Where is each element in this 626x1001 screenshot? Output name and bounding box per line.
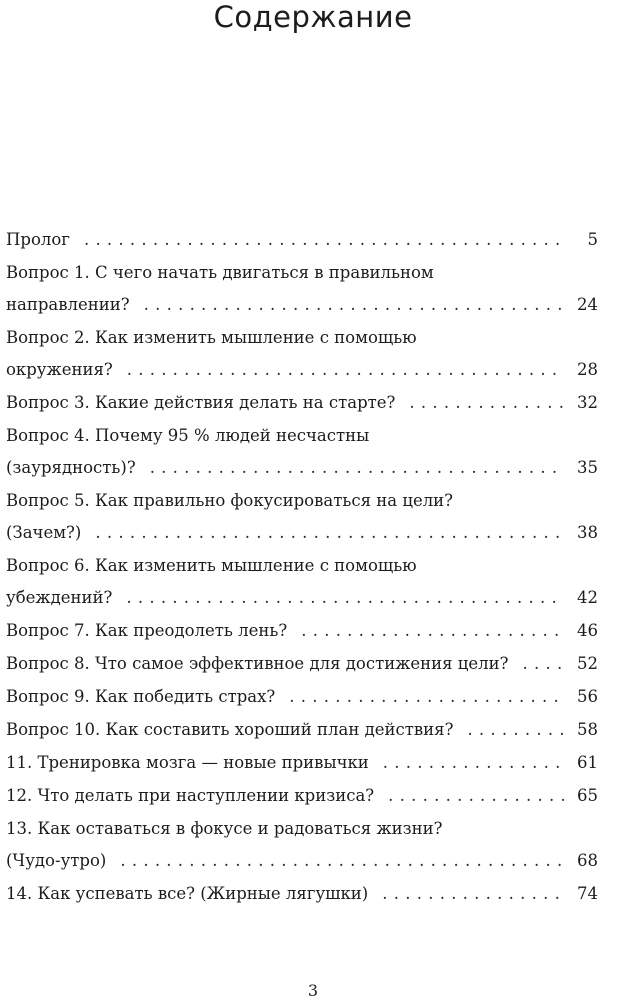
toc-entry-row xyxy=(6,648,598,680)
toc-entry-page: 38 xyxy=(577,523,598,542)
dot-leader xyxy=(289,681,564,713)
toc-entry xyxy=(6,714,598,746)
toc-entry-title-line: Вопрос 1. С чего начать двигаться в правильном xyxy=(6,263,434,282)
dot-leader xyxy=(409,387,564,419)
toc-entry-page: 58 xyxy=(577,720,598,739)
toc-entry xyxy=(6,420,598,484)
dot-leader xyxy=(382,878,564,910)
toc-entry-row xyxy=(6,224,598,256)
toc-entry-title-line: Пролог xyxy=(6,230,70,249)
toc-entry-title-line: Вопрос 9. Как победить страх? xyxy=(6,687,276,706)
toc-entry xyxy=(6,681,598,713)
toc-entry-row xyxy=(6,845,598,877)
toc-entry-title-line: 14. Как успевать все? (Жирные лягушки) xyxy=(6,884,369,903)
toc-entry xyxy=(6,387,598,419)
toc-entry-row xyxy=(6,354,598,386)
toc-entry-row xyxy=(6,582,598,614)
dot-leader xyxy=(523,648,565,680)
toc-entry-page: 68 xyxy=(577,851,598,870)
toc-entry-title-line: Вопрос 2. Как изменить мышление с помощью xyxy=(6,328,417,347)
dot-leader xyxy=(301,615,564,647)
toc-entry-row xyxy=(6,387,598,419)
toc-entry xyxy=(6,747,598,779)
dot-leader xyxy=(127,354,564,386)
toc-entry xyxy=(6,485,598,549)
toc-entry-title-line: Вопрос 7. Как преодолеть лень? xyxy=(6,621,288,640)
toc-entry-page: 28 xyxy=(577,360,598,379)
dot-leader xyxy=(383,747,564,779)
dot-leader xyxy=(95,517,564,549)
toc-entry-title-line: Вопрос 3. Какие действия делать на старте? xyxy=(6,393,396,412)
dot-leader xyxy=(150,452,564,484)
toc-entry-title-line: 12. Что делать при наступлении кризиса? xyxy=(6,786,375,805)
toc-entry-page: 74 xyxy=(577,884,598,903)
toc-entry xyxy=(6,878,598,910)
page-number: 3 xyxy=(307,981,319,1000)
toc-entry-row xyxy=(6,452,598,484)
toc-entry-page: 65 xyxy=(577,786,598,805)
toc-entry xyxy=(6,322,598,386)
dot-leader xyxy=(84,224,564,256)
dot-leader xyxy=(120,845,564,877)
toc-entry-row xyxy=(6,878,598,910)
dot-leader xyxy=(126,582,564,614)
toc-entry xyxy=(6,224,598,256)
toc-entry-title-line: 11. Тренировка мозга — новые привычки xyxy=(6,753,369,772)
toc-entry xyxy=(6,615,598,647)
toc-entry-title-line: Вопрос 4. Почему 95 % людей несчастны xyxy=(6,426,370,445)
toc-entry-row xyxy=(6,747,598,779)
dot-leader xyxy=(144,289,564,321)
toc-entry-title-line: Вопрос 6. Как изменить мышление с помощью xyxy=(6,556,417,575)
dot-leader xyxy=(467,714,564,746)
toc-entry-title-line: 13. Как оставаться в фокусе и радоваться жизни? xyxy=(6,819,443,838)
toc-entry-page: 32 xyxy=(577,393,598,412)
toc-entry-page: 24 xyxy=(577,295,598,314)
table-of-contents xyxy=(6,224,598,910)
toc-entry-page: 35 xyxy=(577,458,598,477)
toc-entry-title-line: Вопрос 10. Как составить хороший план действия? xyxy=(6,720,454,739)
toc-entry-page: 61 xyxy=(577,753,598,772)
toc-entry-row xyxy=(6,714,598,746)
toc-entry xyxy=(6,257,598,321)
toc-entry-title-line: убеждений? xyxy=(6,588,113,607)
page-title: Содержание xyxy=(213,0,413,34)
toc-entry-title-line: (Чудо-утро) xyxy=(6,851,107,870)
dot-leader xyxy=(388,780,564,812)
toc-entry-page: 52 xyxy=(577,654,598,673)
toc-entry-title-line: направлении? xyxy=(6,295,130,314)
toc-entry-page: 46 xyxy=(577,621,598,640)
toc-entry-title-line: (Зачем?) xyxy=(6,523,82,542)
toc-entry xyxy=(6,813,598,877)
toc-entry-page: 5 xyxy=(587,230,598,249)
toc-entry-row xyxy=(6,517,598,549)
toc-entry-page: 42 xyxy=(577,588,598,607)
toc-entry xyxy=(6,550,598,614)
toc-entry-row xyxy=(6,289,598,321)
toc-entry xyxy=(6,780,598,812)
toc-entry-row xyxy=(6,681,598,713)
toc-entry xyxy=(6,648,598,680)
toc-entry-title-line: (заурядность)? xyxy=(6,458,136,477)
toc-entry-page: 56 xyxy=(577,687,598,706)
toc-entry-row xyxy=(6,780,598,812)
toc-entry-title-line: Вопрос 8. Что самое эффективное для достижения цели? xyxy=(6,654,509,673)
toc-entry-title-line: окружения? xyxy=(6,360,113,379)
toc-entry-row xyxy=(6,615,598,647)
toc-entry-title-line: Вопрос 5. Как правильно фокусироваться на цели? xyxy=(6,491,454,510)
